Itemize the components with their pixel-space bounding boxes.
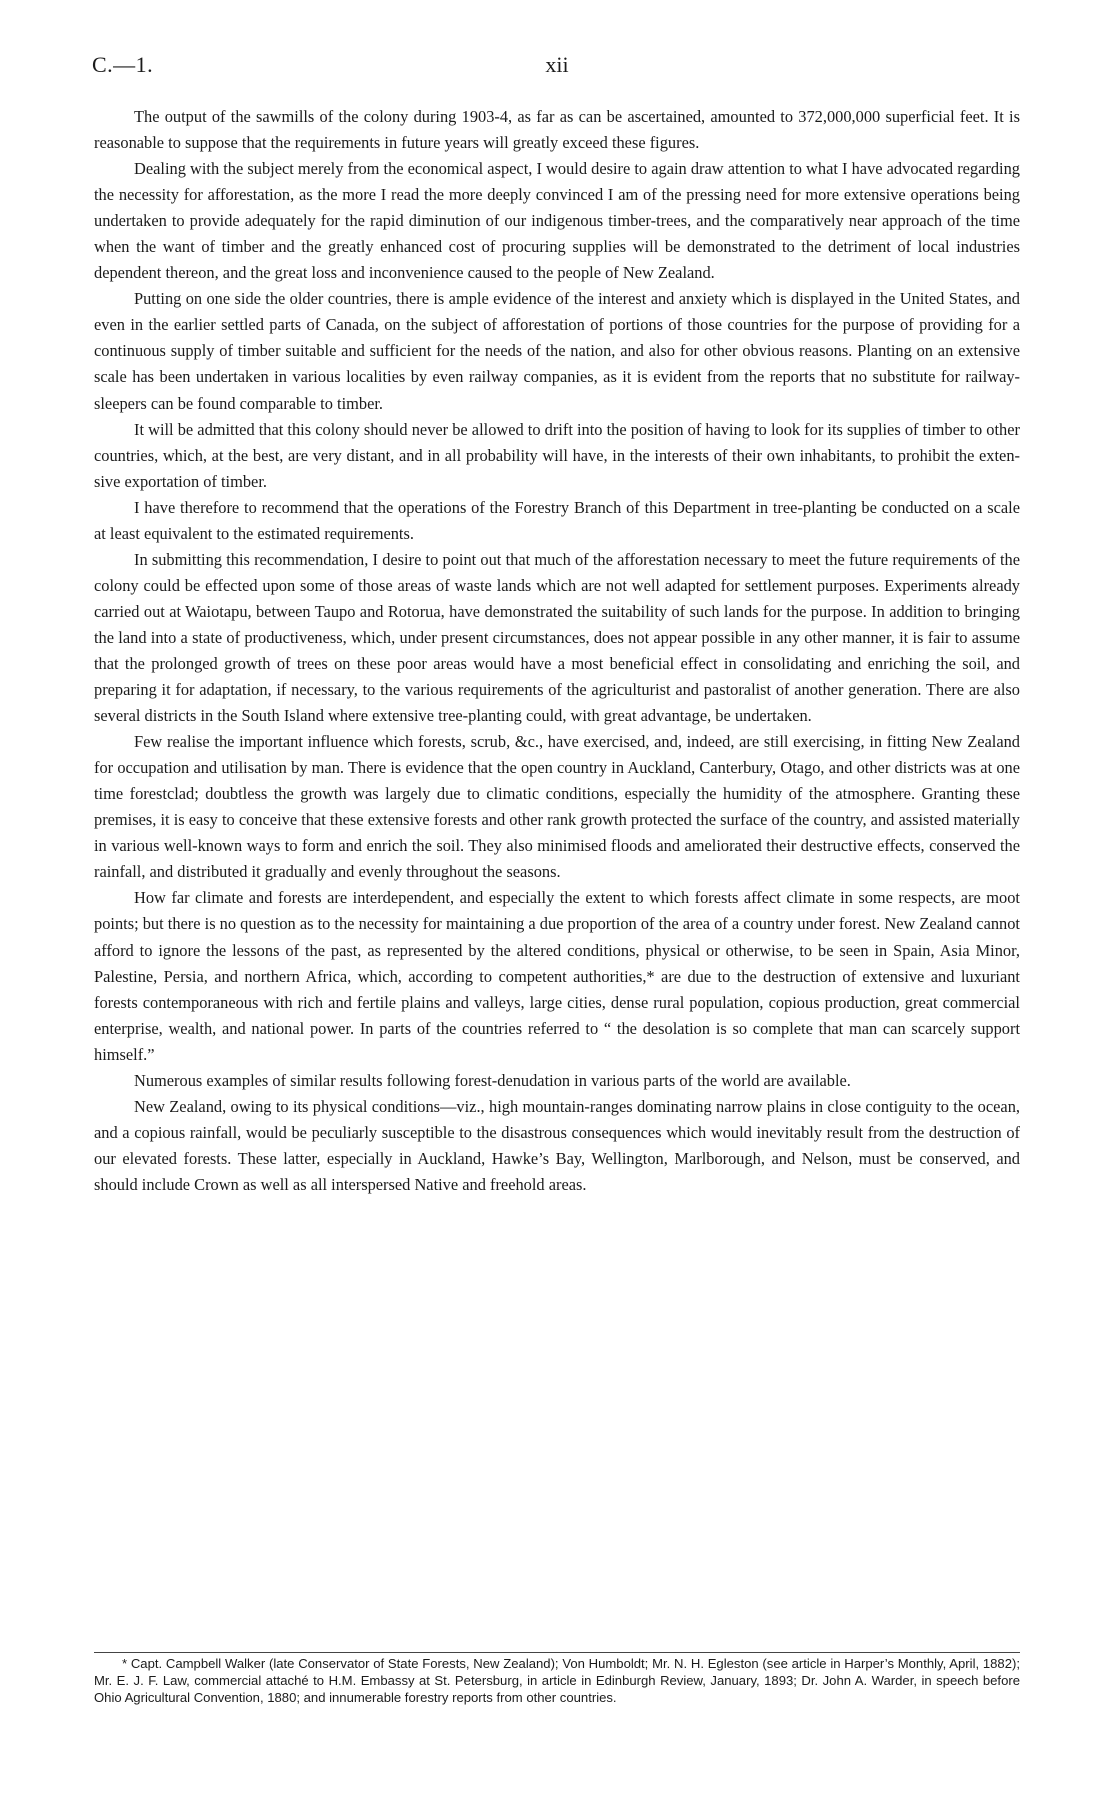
paragraph: Dealing with the subject merely from the economical aspect, I would desire to again draw attention to what I have advocated regarding the necessity for afforestation, as the more I read the more deeply convinced I am of the pressing need for more extensive operations being undertaken to provide adequately for the rapid diminution of our indigenous timber-trees, and the comparatively near approach of the time when the want of timber and the greatly enhanced cost of procuring supplies will be demonstrated to the detriment of local industries dependent thereon, and the great loss and inconvenience caused to the people of New Zealand. bbox=[94, 159, 1020, 283]
document-code: C.—1. bbox=[92, 52, 154, 77]
paragraph: It will be admitted that this colony should never be allowed to drift into the position of having to look for its supplies of timber to other countries, which, at the best, are very distant, and in all probability will have, in the interests of their own inhabitants, to prohibit the extensive exportation of timber. bbox=[94, 419, 1020, 491]
paragraph: In submitting this recommendation, I desire to point out that much of the afforestation necessary to meet the future requirements of the colony could be effected upon some of those areas of waste lands which are not well adapted for settlement purposes. Experiments already carried out at Waiotapu, between Taupo and Rotorua, have demonstrated the suitability of such lands for the purpose. In addition to bringing the land into a state of productiveness, which, under present circumstances, does not appear possible in any other manner, it is fair to assume that the prolonged growth of trees on these poor areas would have a most beneficial effect in consolidating and enriching the soil, and preparing it for adaptation, if necessary, to the various requirements of the agriculturist and pastoralist of another generation. There are also several districts in the South Island where extensive tree-planting could, with great advantage, be undertaken. bbox=[94, 549, 1020, 726]
paragraph: I have therefore to recommend that the operations of the Forestry Branch of this Department in tree-planting be conducted on a scale at least equivalent to the estimated requirements. bbox=[94, 497, 1020, 543]
paragraph: Putting on one side the older countries, there is ample evidence of the interest and anxiety which is displayed in the United States, and even in the earlier settled parts of Canada, on the subject of afforestation of portions of those countries for the purpose of providing for a continuous supply of timber suitable and sufficient for the needs of the nation, and also for other obvious reasons. Planting on an extensive scale has been undertaken in various localities by even railway companies, as it is evident from the reports that no substitute for railway-sleepers can be found comparable to timber. bbox=[94, 289, 1020, 413]
paragraph: Few realise the important influence which forests, scrub, &c., have exercised, and, indeed, are still exercising, in fitting New Zealand for occupation and utilisation by man. There is evidence that the open country in Auckland, Canterbury, Otago, and other districts was at one time forestclad; doubtless the growth was largely due to climatic conditions, especially the humidity of the atmosphere. Granting these premises, it is easy to conceive that these extensive forests and other rank growth protected the surface of the country, and assisted materially in various well-known ways to form and enrich the soil. They also minimised floods and ameliorated their destructive effects, conserved the rainfall, and distributed it gradually and evenly throughout the seasons. bbox=[94, 732, 1020, 882]
paragraph: New Zealand, owing to its physical conditions—viz., high mountain-ranges dominating narrow plains in close contiguity to the ocean, and a copious rainfall, would be peculiarly susceptible to the disastrous consequences which would inevitably result from the destruction of our elevated forests. These latter, especially in Auckland, Hawke’s Bay, Wellington, Marlborough, and Nelson, must be conserved, and should include Crown as well as all interspersed Native and freehold areas. bbox=[94, 1096, 1020, 1194]
page-header bbox=[92, 52, 1022, 82]
footnote bbox=[94, 1656, 1020, 1706]
paragraph: Numerous examples of similar results following forest-denudation in various parts of the world are available. bbox=[134, 1070, 851, 1090]
footnote-text: * Capt. Campbell Walker (late Conservator of State Forests, New Zealand); Von Humboldt; Mr. N. H. Egleston (see article in Harper’s Monthly, April, 1882); Mr. E. J. F. Law, commercial attaché to H.M. Embassy at St. Petersburg, in article in Edinburgh Review, January, 1893; Dr. John A. Warder, in speech before Ohio Agricultural Convention, 1880; and innumerable forestry reports from other countries. bbox=[94, 1656, 1020, 1705]
body-text bbox=[94, 104, 1020, 1198]
footnote-divider bbox=[94, 1652, 1020, 1653]
paragraph: How far climate and forests are interdependent, and especially the extent to which forests affect climate in some respects, are moot points; but there is no question as to the necessity for maintaining a due proportion of the area of a country under forest. New Zealand cannot afford to ignore the lessons of the past, as represented by the altered conditions, physical or otherwise, to be seen in Spain, Asia Minor, Palestine, Persia, and northern Africa, which, according to competent authorities,* are due to the destruction of extensive and luxuriant forests contemporaneous with rich and fertile plains and valleys, large cities, dense rural population, copious production, great commercial enterprise, wealth, and national power. In parts of the countries referred to “ the desolation is so complete that man can scarcely support himself.” bbox=[94, 888, 1020, 1064]
paragraph: The output of the sawmills of the colony during 1903-4, as far as can be ascertained, amounted to 372,000,000 superficial feet. It is reasonable to suppose that the requirements in future years will greatly exceed these figures. bbox=[94, 107, 1020, 153]
page-number: xii bbox=[545, 52, 569, 77]
